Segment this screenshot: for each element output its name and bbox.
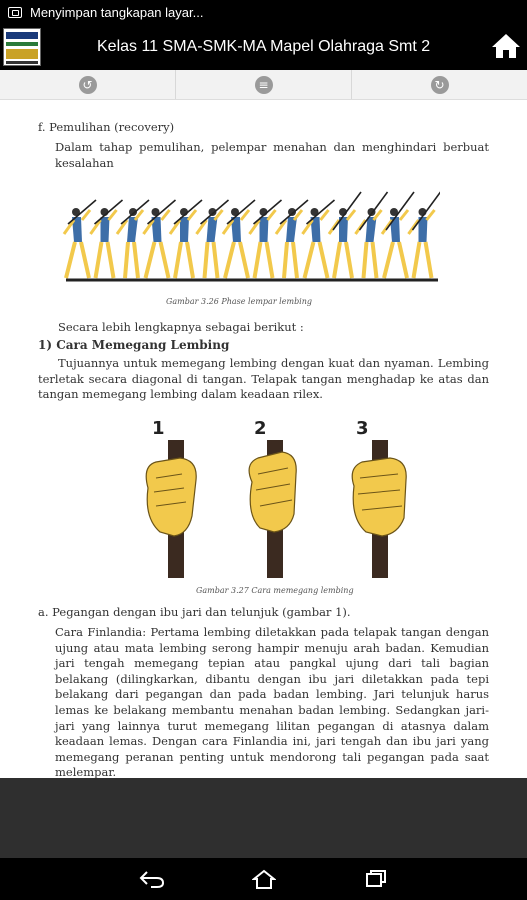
status-bar xyxy=(0,0,527,24)
athlete-figure xyxy=(409,192,441,278)
javelin-throw-phases-figure xyxy=(62,190,440,286)
athlete-figure xyxy=(117,200,149,278)
athlete-figure xyxy=(144,200,176,278)
athlete-figure xyxy=(197,200,229,278)
status-notification-text: Menyimpan tangkapan layar... xyxy=(30,4,204,20)
page-menu-button[interactable] xyxy=(176,70,352,99)
next-page-button[interactable] xyxy=(352,70,527,99)
subheading: 1) Cara Memegang Lembing xyxy=(38,338,230,352)
athlete-figure xyxy=(382,192,414,278)
athlete-figure xyxy=(250,200,282,278)
back-icon xyxy=(139,870,165,888)
rotate-left-icon: ↺ xyxy=(79,76,97,94)
menu-icon: ≡ xyxy=(255,76,273,94)
grip-number-2: 2 xyxy=(254,418,267,439)
home-nav-icon xyxy=(252,869,276,889)
subheading-body: Tujuannya untuk memegang lembing dengan kuat dan nyaman. Lembing terletak secara diagonal di tangan. Telapak tangan menghadap ke atas dan tangan memegang lembing dalam keadaan rilex. xyxy=(38,356,489,402)
athlete-figure xyxy=(329,192,361,278)
athlete-figure xyxy=(91,200,123,278)
rotate-right-icon: ↻ xyxy=(431,76,449,94)
athlete-figure xyxy=(303,200,335,278)
bottom-panel xyxy=(0,778,527,858)
page-toolbar xyxy=(0,70,527,100)
figure-caption-2: Gambar 3.27 Cara memegang lembing xyxy=(196,586,354,595)
recent-apps-button[interactable] xyxy=(348,858,404,900)
athlete-figure xyxy=(276,200,308,278)
figure-caption-1: Gambar 3.26 Phase lempar lembing xyxy=(166,297,313,306)
point-a-title: a. Pegangan dengan ibu jari dan telunjuk (gambar 1). xyxy=(38,605,351,619)
screenshot-icon xyxy=(8,7,22,18)
athlete-figure xyxy=(223,200,255,278)
app-bar xyxy=(0,24,527,70)
previous-page-button[interactable] xyxy=(0,70,176,99)
document-page[interactable] xyxy=(0,100,527,778)
section-title: f. Pemulihan (recovery) xyxy=(38,120,175,134)
point-a-body: Cara Finlandia: Pertama lembing diletakkan pada telapak tangan dengan ujung atau mata lembing serong hampir menuju arah badan. Kemudian jari tengah memegang tepian atau pangkal ujung dari tali bagian belakang (dilingkarkan, dibantu dengan ibu jari diletakkan pada tepi belakang dari pegangan dan pada badan lembing. Jari telunjuk harus lemas ke belakang membantu menahan badan lembing. Sedangkan jari-jari yang lainnya turut memegang lilitan pegangan di atasnya dalam keadaan lemas. Dengan cara Finlandia ini, jari tengah dan ibu jari yang memegang peranan penting untuk mendorong tali pegangan pada saat melempar. xyxy=(55,625,489,778)
javelin-grip-figure xyxy=(140,418,420,580)
section-body: Dalam tahap pemulihan, pelempar menahan dan menghindari berbuat kesalahan xyxy=(55,140,489,170)
back-button[interactable] xyxy=(124,858,180,900)
book-cover-logo xyxy=(3,28,41,66)
athlete-figure xyxy=(356,192,388,278)
athlete-figure xyxy=(170,200,202,278)
app-title: Kelas 11 SMA-SMK-MA Mapel Olahraga Smt 2 xyxy=(97,38,431,55)
system-navigation-bar xyxy=(0,858,527,900)
home-icon[interactable] xyxy=(491,32,521,60)
athlete-figure xyxy=(64,200,96,278)
home-nav-button[interactable] xyxy=(236,858,292,900)
grip-number-3: 3 xyxy=(356,418,369,439)
lead-in-text: Secara lebih lengkapnya sebagai berikut : xyxy=(58,320,304,334)
recent-apps-icon xyxy=(365,870,387,888)
grip-number-1: 1 xyxy=(152,418,165,439)
